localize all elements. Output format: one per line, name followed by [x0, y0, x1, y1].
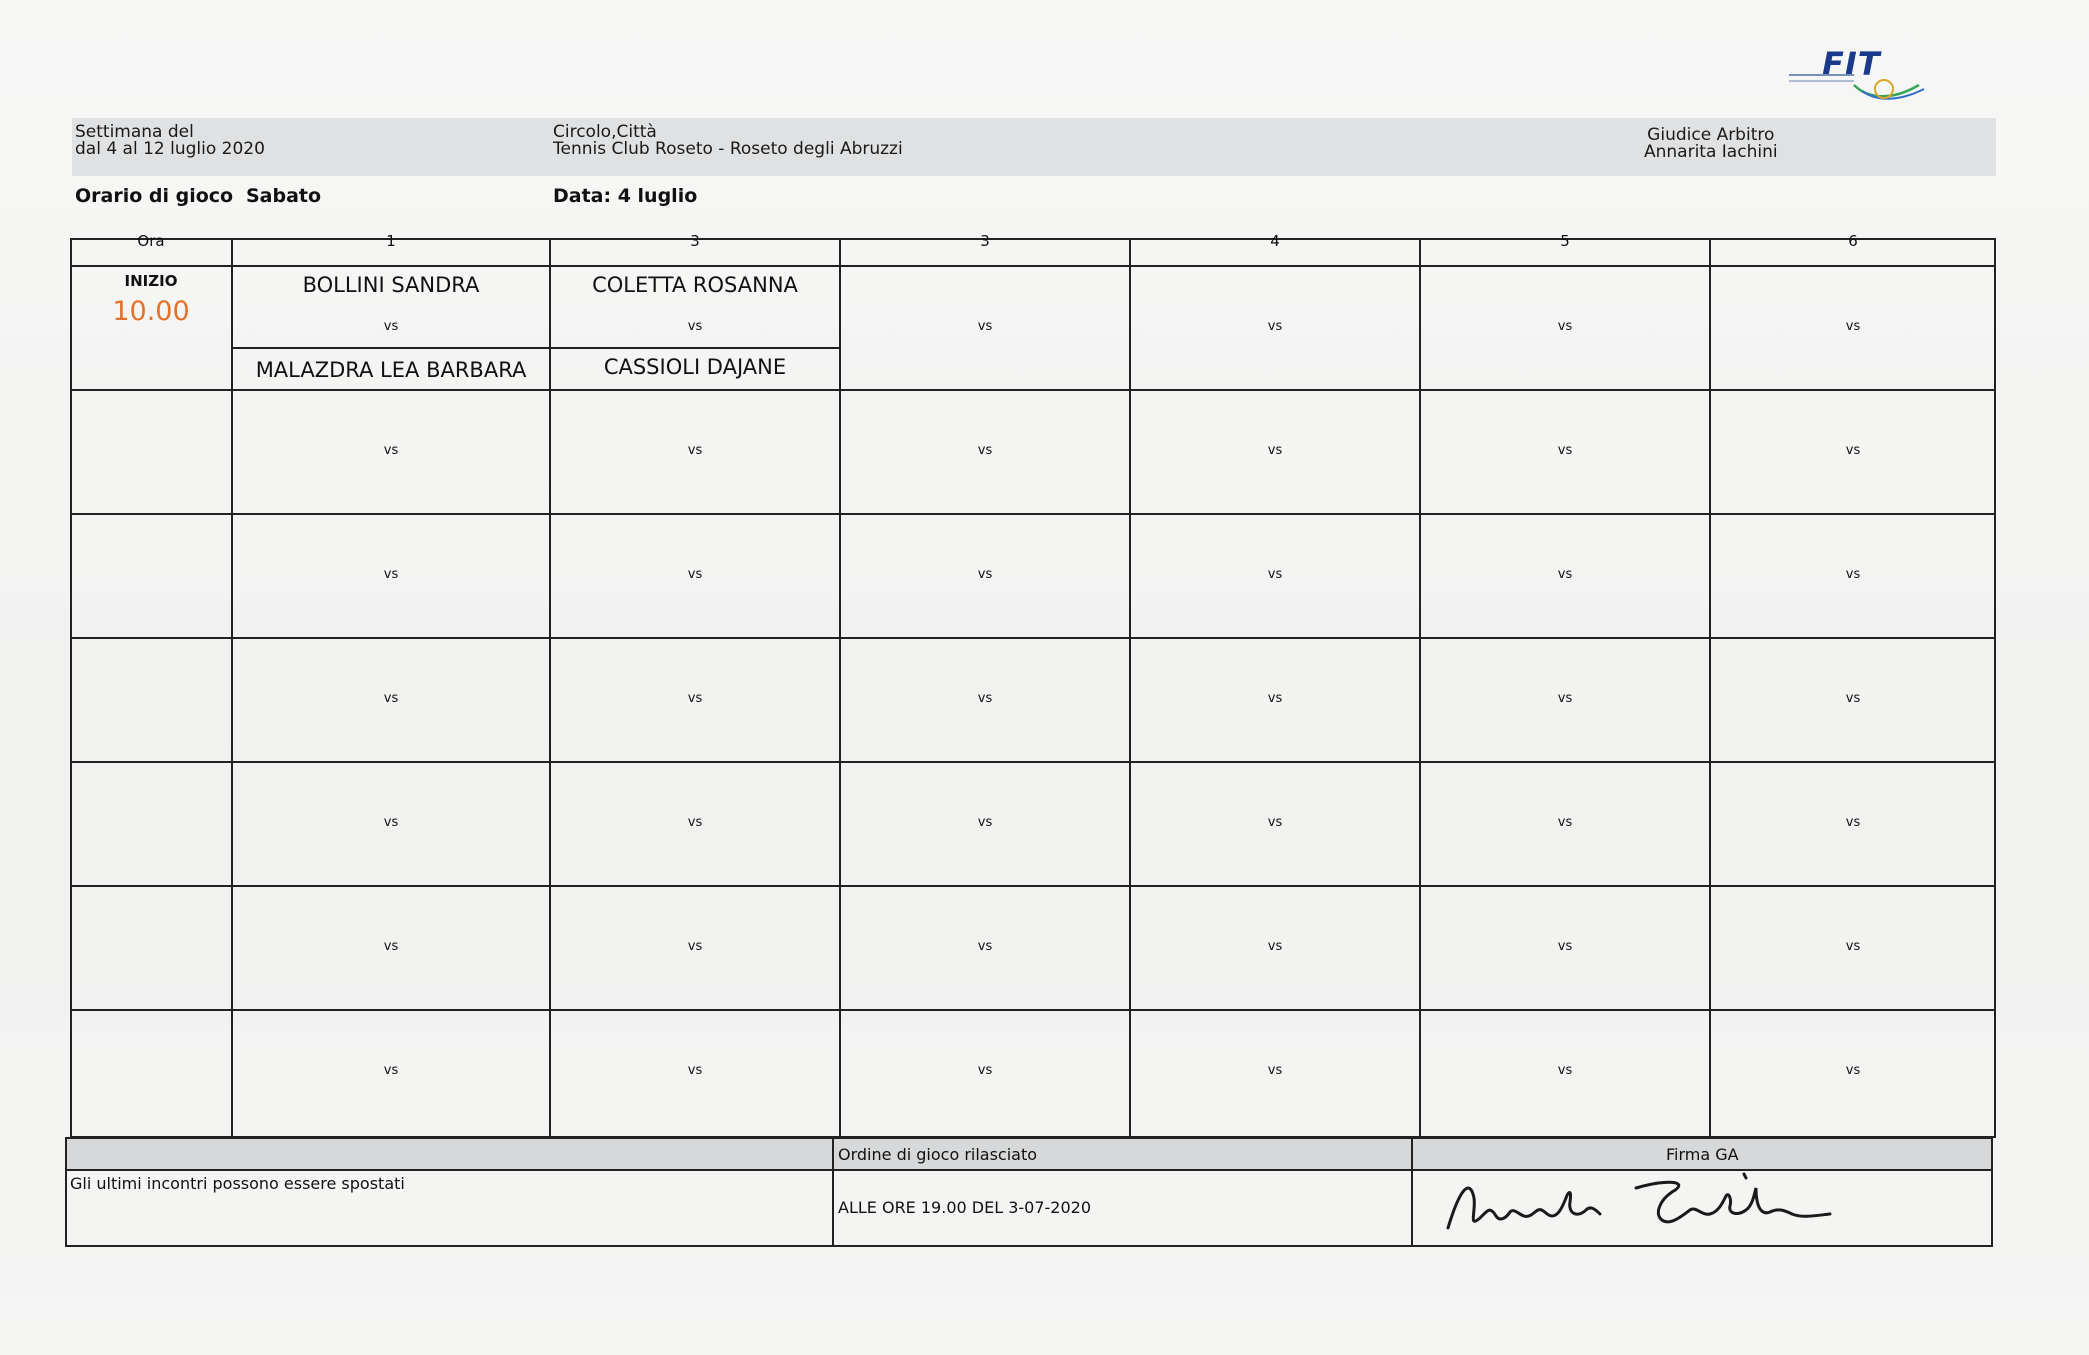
signature-label: Firma GA	[1666, 1145, 1739, 1164]
vs-label: vs	[1845, 815, 1861, 830]
vs-label: vs	[977, 939, 993, 954]
logo-text: FIT	[1822, 45, 1881, 83]
match-2-player-1: COLETTA ROSANNA	[592, 273, 798, 297]
vs-label: vs	[1557, 1063, 1573, 1078]
court-header-4: 4	[1270, 233, 1280, 249]
club-value: Tennis Club Roseto - Roseto degli Abruzzi	[553, 139, 903, 159]
vs-label: vs	[383, 691, 399, 706]
vs-label: vs	[1845, 939, 1861, 954]
vs-label: vs	[1267, 691, 1283, 706]
court-header-2: 3	[690, 233, 700, 249]
match-2-player-2: CASSIOLI DAJANE	[603, 355, 787, 379]
orario-label: Orario di gioco	[75, 185, 234, 207]
vs-label: vs	[1557, 939, 1573, 954]
date-label: Data: 4 luglio	[553, 185, 698, 207]
court-header-5: 5	[1560, 233, 1570, 249]
vs-label: vs	[383, 319, 399, 334]
released-label: Ordine di gioco rilasciato	[838, 1145, 1038, 1164]
vs-label: vs	[687, 939, 703, 954]
vs-label: vs	[687, 1063, 703, 1078]
vs-label: vs	[383, 939, 399, 954]
vs-label: vs	[1267, 815, 1283, 830]
vs-label: vs	[383, 443, 399, 458]
judge-value: Annarita Iachini	[1644, 142, 1778, 162]
vs-label: vs	[1845, 567, 1861, 582]
week-label: Settimana del	[75, 122, 194, 142]
vs-label: vs	[687, 443, 703, 458]
vs-label: vs	[977, 443, 993, 458]
day-label: Sabato	[246, 185, 322, 207]
vs-label: vs	[383, 1063, 399, 1078]
vs-label: vs	[977, 1063, 993, 1078]
court-header-1: 1	[386, 233, 396, 249]
match-1-player-2: MALAZDRA LEA BARBARA	[255, 358, 527, 382]
ora-header: Ora	[137, 233, 165, 249]
vs-label: vs	[383, 567, 399, 582]
footer-note: Gli ultimi incontri possono essere spostati	[70, 1174, 405, 1193]
vs-label: vs	[1557, 319, 1573, 334]
week-value: dal 4 al 12 luglio 2020	[75, 139, 265, 159]
vs-label: vs	[383, 815, 399, 830]
start-label: INIZIO	[124, 272, 178, 290]
vs-label: vs	[687, 815, 703, 830]
vs-label: vs	[1557, 567, 1573, 582]
vs-label: vs	[1557, 443, 1573, 458]
vs-label: vs	[1267, 1063, 1283, 1078]
vs-label: vs	[1557, 691, 1573, 706]
vs-label: vs	[1845, 691, 1861, 706]
vs-label: vs	[1557, 815, 1573, 830]
vs-label: vs	[977, 567, 993, 582]
vs-label: vs	[1845, 443, 1861, 458]
vs-label: vs	[1267, 319, 1283, 334]
court-header-6: 6	[1848, 233, 1858, 249]
judge-label: Giudice Arbitro	[1647, 125, 1775, 145]
handwritten-signature	[1440, 1158, 1880, 1238]
vs-label: vs	[1267, 939, 1283, 954]
vs-label: vs	[687, 691, 703, 706]
club-label: Circolo,Città	[553, 122, 657, 142]
court-header-3: 3	[980, 233, 990, 249]
vs-label: vs	[687, 319, 703, 334]
vs-label: vs	[1845, 319, 1861, 334]
vs-label: vs	[1845, 1063, 1861, 1078]
vs-label: vs	[977, 691, 993, 706]
vs-label: vs	[1267, 567, 1283, 582]
vs-label: vs	[977, 319, 993, 334]
vs-label: vs	[977, 815, 993, 830]
vs-label: vs	[1267, 443, 1283, 458]
vs-label: vs	[687, 567, 703, 582]
start-time: 10.00	[112, 296, 190, 327]
released-value: ALLE ORE 19.00 DEL 3-07-2020	[838, 1198, 1091, 1217]
match-1-player-1: BOLLINI SANDRA	[302, 273, 480, 297]
